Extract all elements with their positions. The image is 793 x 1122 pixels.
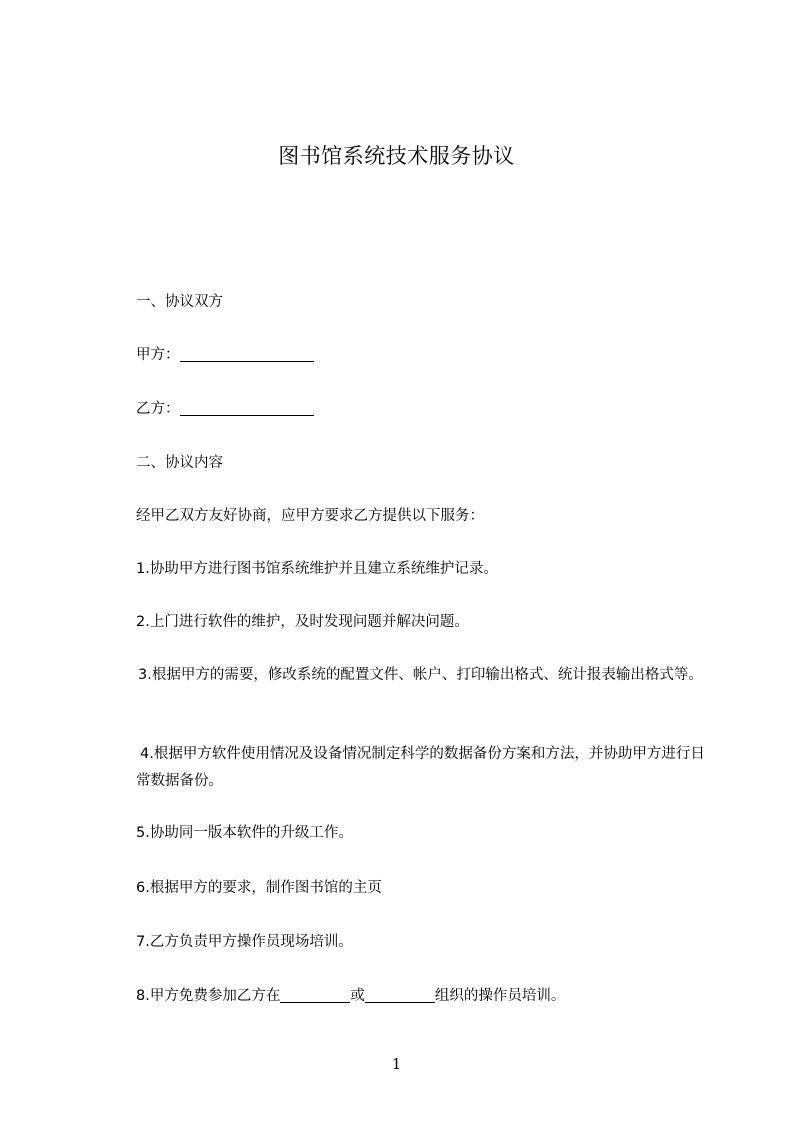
party-a-blank [180, 345, 314, 362]
section-heading-content: 二、协议内容 [136, 455, 223, 471]
list-item: 2.上门进行软件的维护，及时发现问题并解决问题。 [136, 614, 469, 630]
party-b-label: 乙方： [136, 401, 180, 417]
item8-suffix: 组织的操作员培训。 [434, 988, 566, 1004]
page-number: 1 [391, 1055, 402, 1073]
section-heading-parties: 一、协议双方 [136, 294, 223, 310]
training-location-blank-2 [365, 986, 435, 1003]
party-b-line [136, 397, 706, 421]
list-item: 3.根据甲方的需要，修改系统的配置文件、帐户、打印输出格式、统计报表输出格式等。 [138, 667, 703, 683]
list-item: 7.乙方负责甲方操作员现场培训。 [136, 934, 353, 950]
party-a-label: 甲方： [136, 347, 180, 363]
training-location-blank-1 [280, 986, 350, 1003]
item8-prefix: 8.甲方免费参加乙方在 [136, 988, 281, 1004]
list-item: 4.根据甲方软件使用情况及设备情况制定科学的数据备份方案和方法，并协助甲方进行日常数据备份。 [136, 746, 705, 789]
party-a-line [136, 343, 706, 367]
content-intro: 经甲乙双方友好协商，应甲方要求乙方提供以下服务： [136, 508, 484, 524]
item8-middle: 或 [350, 988, 365, 1004]
list-item-training [136, 984, 706, 1008]
list-item: 6.根据甲方的要求，制作图书馆的主页 [136, 880, 382, 896]
party-b-blank [180, 399, 314, 416]
document-title: 图书馆系统技术服务协议 [278, 144, 515, 168]
list-item: 1.协助甲方进行图书馆系统维护并且建立系统维护记录。 [136, 561, 498, 577]
list-item: 5.协助同一版本软件的升级工作。 [136, 825, 353, 841]
